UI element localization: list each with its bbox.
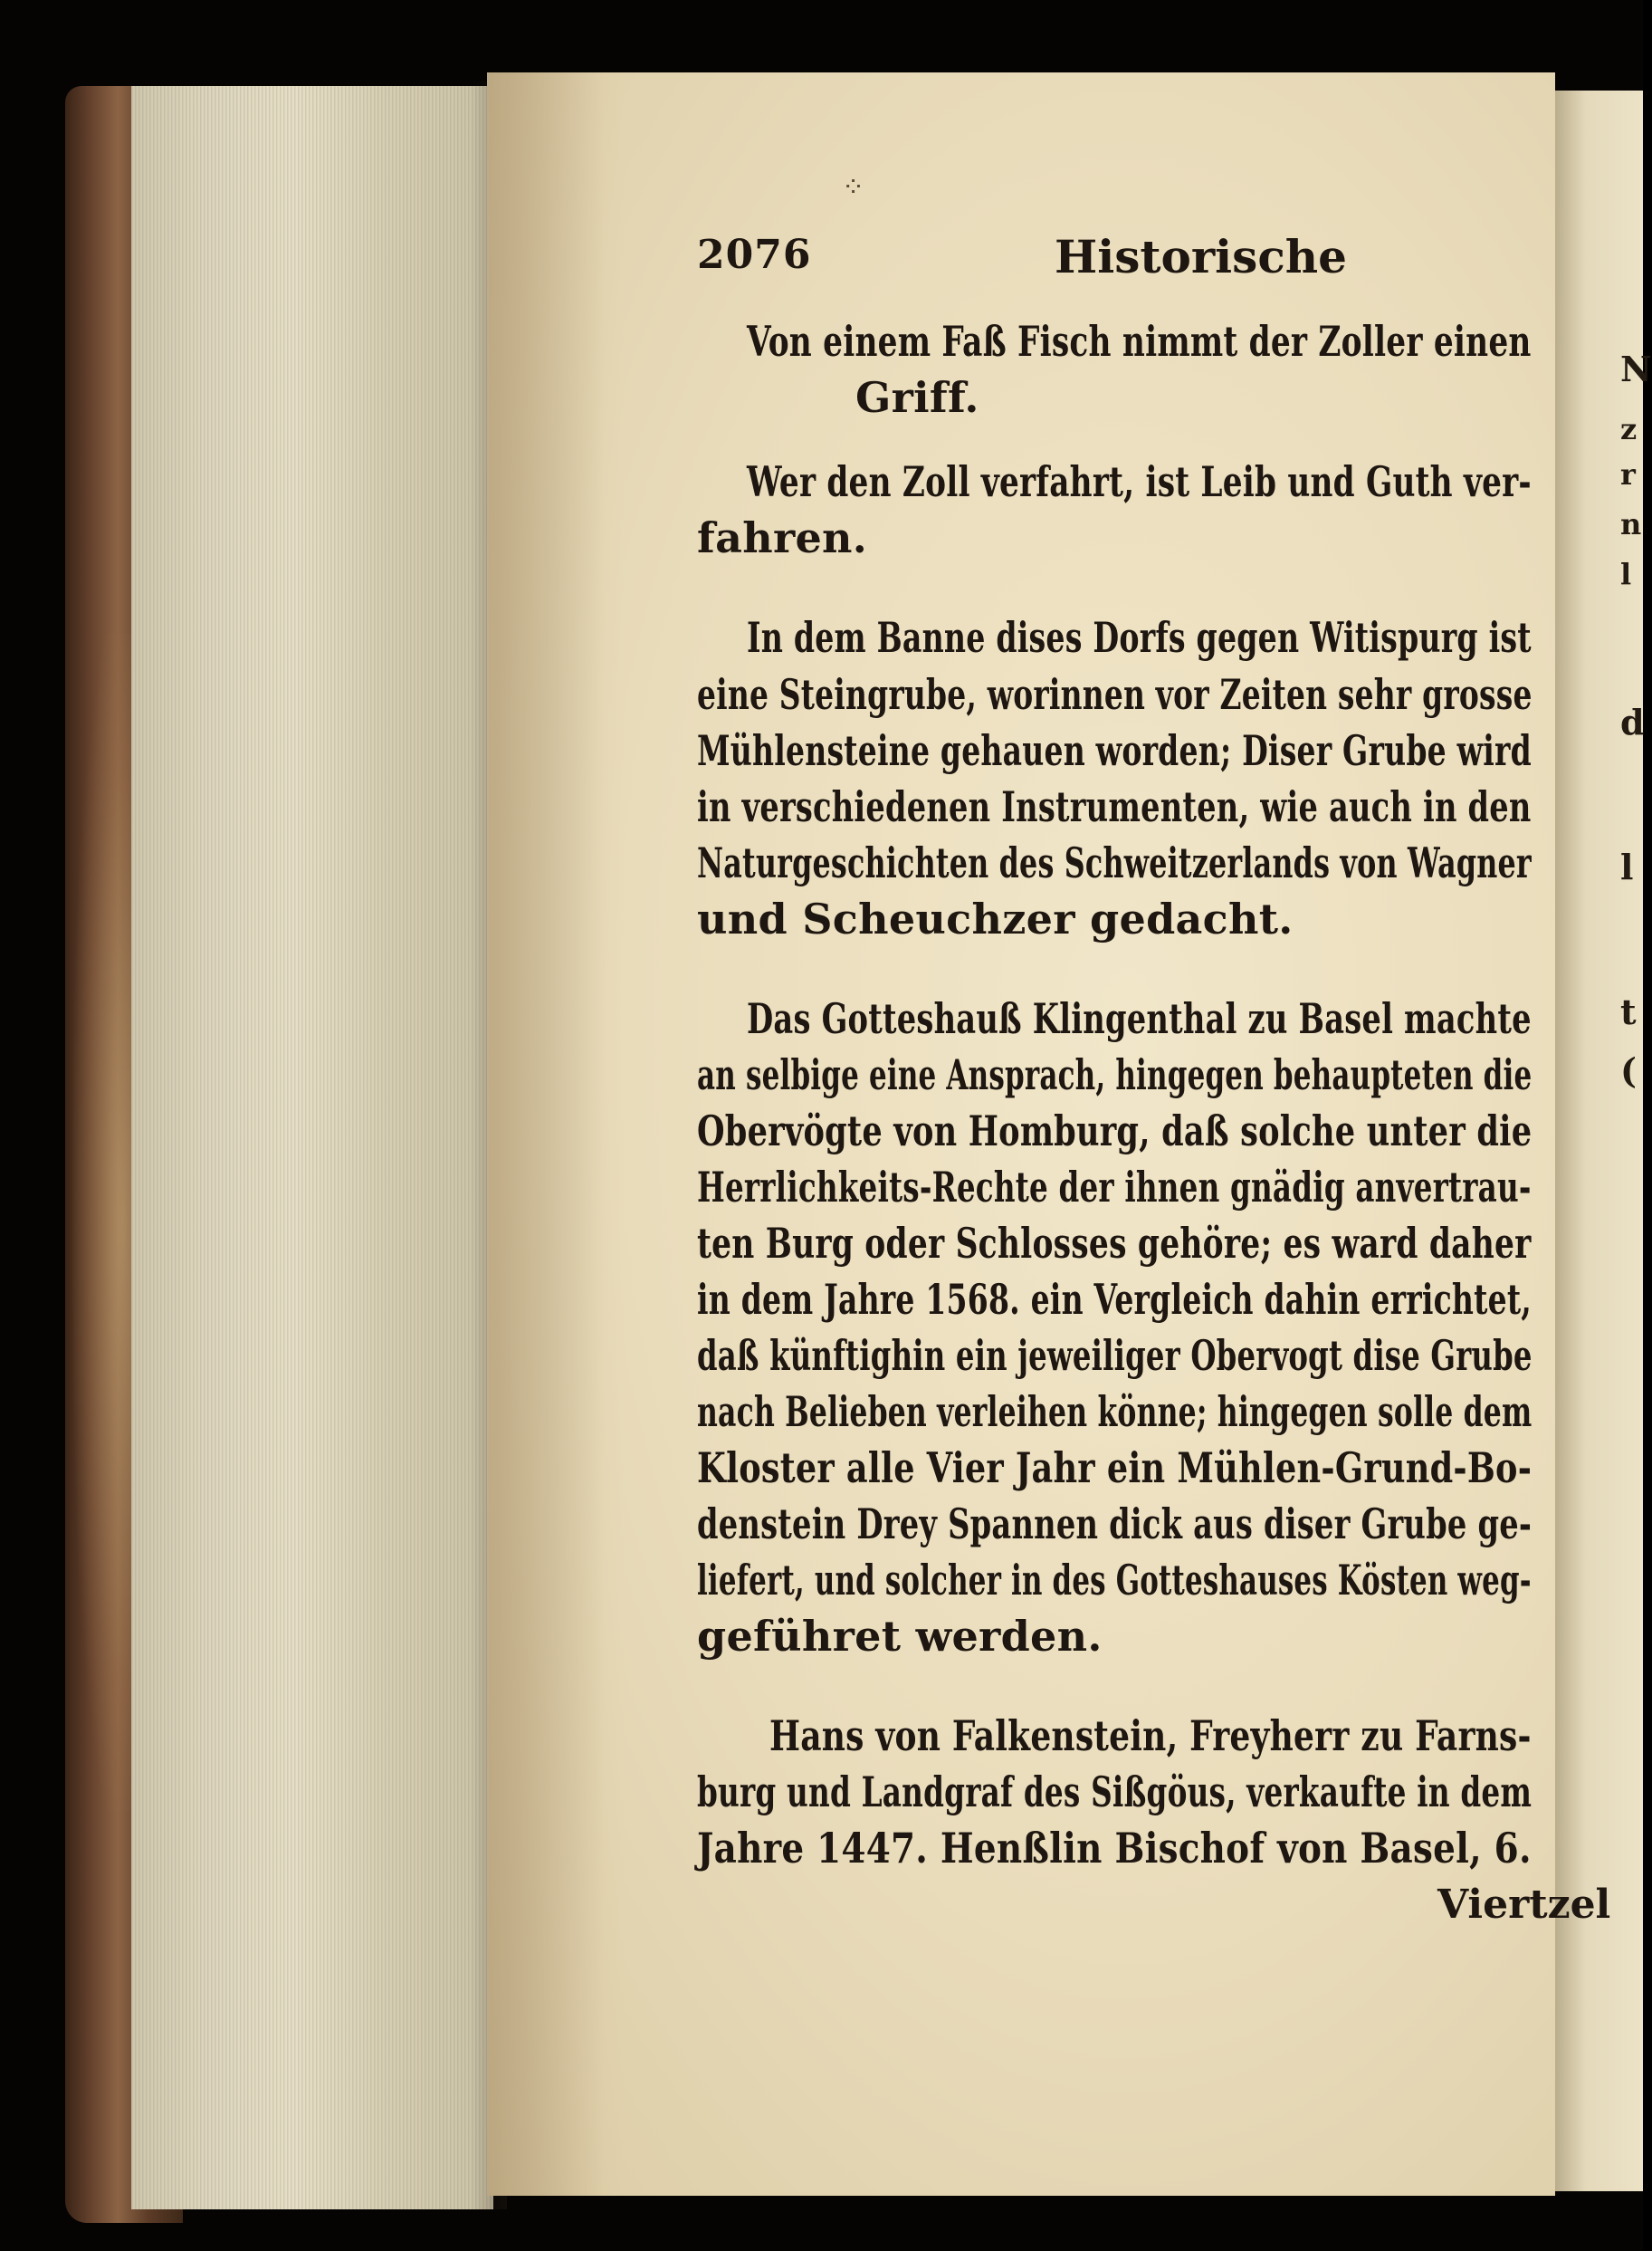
next-page-fragment: l xyxy=(1620,557,1632,591)
text-line: Obervögte von Homburg, daß solche unter die xyxy=(697,1106,1533,1155)
next-page-fragment: N xyxy=(1620,349,1652,389)
text-line: burg und Landgraf des Sißgöus, verkaufte in dem xyxy=(697,1767,1533,1816)
text-line: in verschiedenen Instrumenten, wie auch in den xyxy=(697,782,1532,831)
next-page-fragment: n xyxy=(1620,507,1642,541)
text-line: denstein Drey Spannen dick aus diser Grube ge- xyxy=(697,1499,1533,1548)
page-edges xyxy=(131,86,493,2209)
next-page-fragment: l xyxy=(1620,847,1634,887)
text-line: und Scheuchzer gedacht. xyxy=(697,895,1294,944)
text-line: Jahre 1447. Henßlin Bischof von Basel, 6. xyxy=(697,1824,1532,1873)
text-line: Hans von Falkenstein, Freyherr zu Farns- xyxy=(769,1711,1532,1760)
text-line: In dem Banne dises Dorfs gegen Witispurg ist xyxy=(747,613,1532,662)
text-line: Wer den Zoll verfahrt, ist Leib und Guth ver- xyxy=(747,457,1532,506)
text-line: an selbige eine Ansprach, hingegen behaupteten die xyxy=(697,1050,1533,1099)
page-number: 2076 xyxy=(697,232,812,278)
catch-word: Viertzel xyxy=(1437,1882,1611,1928)
text-line: geführet werden. xyxy=(697,1612,1103,1661)
next-page-fragment: z xyxy=(1620,412,1638,446)
next-page-fragment: r xyxy=(1620,457,1636,492)
text-line: in dem Jahre 1568. ein Vergleich dahin errichtet, xyxy=(697,1275,1533,1324)
next-page-fragment: ( xyxy=(1620,1050,1637,1091)
next-page-fragment: t xyxy=(1620,991,1637,1032)
text-line: Griff. xyxy=(855,373,979,422)
text-line: Kloster alle Vier Jahr ein Mühlen-Grund-Bo- xyxy=(697,1443,1533,1492)
next-page-edge xyxy=(1555,91,1643,2191)
text-line: Von einem Faß Fisch nimmt der Zoller einen xyxy=(747,317,1532,366)
text-line: nach Belieben verleihen könne; hingegen solle dem xyxy=(697,1387,1533,1436)
text-line: Naturgeschichten des Schweitzerlands von Wagner xyxy=(697,838,1532,887)
text-line: liefert, und solcher in des Gotteshauses Kösten weg- xyxy=(697,1556,1532,1604)
text-line: fahren. xyxy=(697,513,868,562)
text-line: eine Steingrube, worinnen vor Zeiten sehr grosse xyxy=(697,670,1533,719)
text-line: ten Burg oder Schlosses gehöre; es ward daher xyxy=(697,1219,1532,1268)
text-line: Herrlichkeits-Rechte der ihnen gnädig anvertrau- xyxy=(697,1163,1532,1212)
running-title: Historische xyxy=(1055,230,1347,283)
water-stain xyxy=(489,72,625,2196)
text-line: Mühlensteine gehauen worden; Diser Grube wird xyxy=(697,726,1532,775)
text-line: Das Gotteshauß Klingenthal zu Basel machte xyxy=(747,994,1532,1043)
text-line: daß künftighin ein jeweiliger Obervogt dise Grube xyxy=(697,1331,1533,1380)
ornament-dots: ⁘ xyxy=(842,172,865,204)
next-page-fragment: d xyxy=(1620,702,1645,742)
page-header xyxy=(697,232,1557,286)
